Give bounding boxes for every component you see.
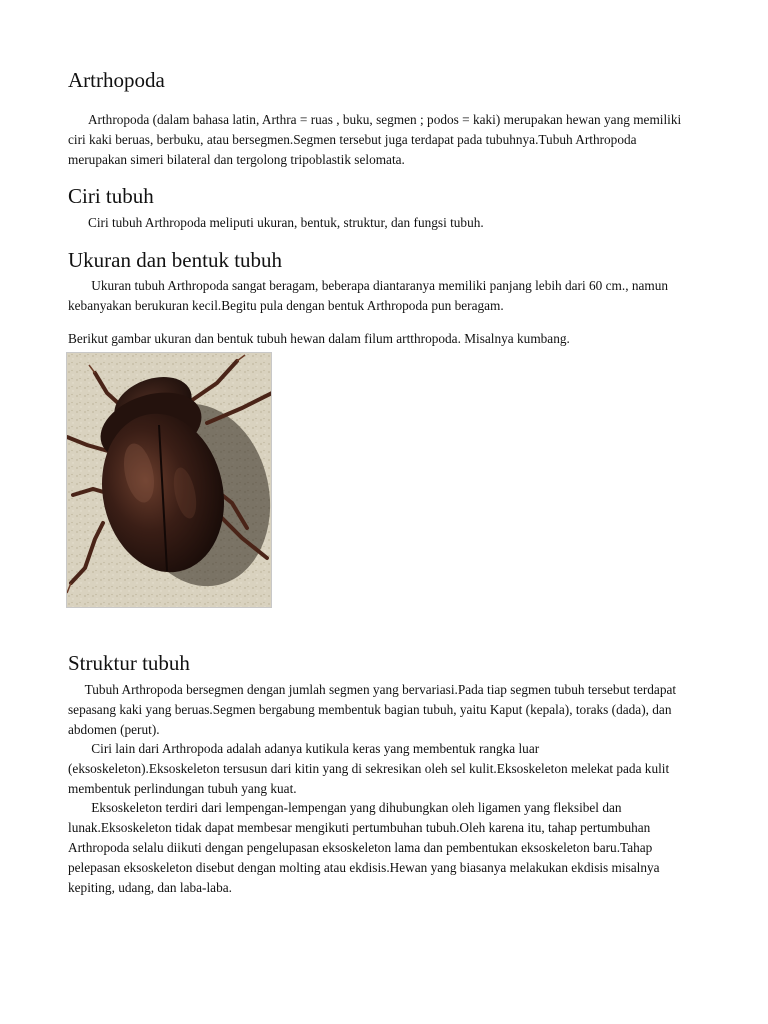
struktur-paragraph-1: Tubuh Arthropoda bersegmen dengan jumlah segmen yang bervariasi.Pada tiap segmen tubuh tersebut terdapat sepasang kaki yang beruas.Segmen bergabung membentuk bagian tubuh, yaitu Kaput (kepala), toraks (dada), dan abdomen (perut). bbox=[68, 682, 680, 737]
struktur-paragraph-3: Eksoskeleton terdiri dari lempengan-lempengan yang dihubungkan oleh ligamen yang fleksibel dan lunak.Eksoskeleton tidak dapat membesar mengikuti pertumbuhan tubuh.Oleh karena itu, tahap pertumbuhan Arthropoda selalu diikuti dengan pengelupasan eksoskeleton lama dan pembentukan eksoskeleton baru.Tahap pelepasan eksoskeleton disebut dengan molting atau ekdisis.Hewan yang biasanya melakukan ekdisis misalnya kepiting, udang, dan laba-laba. bbox=[68, 800, 663, 895]
intro-paragraph: Arthropoda (dalam bahasa latin, Arthra = ruas , buku, segmen ; podos = kaki) merupakan hewan yang memiliki ciri kaki beruas, berbuku, atau bersegmen.Segmen tersebut juga terdapat pada tubuhnya.Tubuh Arthropoda merupakan simeri bilateral dan tergolong tripoblastik selomata. bbox=[68, 112, 685, 167]
figure-intro-paragraph: Berikut gambar ukuran dan bentuk tubuh hewan dalam filum artthropoda. Misalnya kumbang. bbox=[68, 331, 570, 346]
heading-struktur-tubuh: Struktur tubuh bbox=[68, 651, 190, 675]
beetle-photo bbox=[66, 352, 272, 608]
heading-ciri-tubuh: Ciri tubuh bbox=[68, 184, 154, 208]
heading-ukuran-bentuk: Ukuran dan bentuk tubuh bbox=[68, 248, 283, 272]
struktur-paragraph-2: Ciri lain dari Arthropoda adalah adanya kutikula keras yang membentuk rangka luar (eksoskeleton).Eksoskeleton tersusun dari kitin yang di sekresikan oleh sel kulit.Eksoskeleton melekat pada kulit membentuk perlindungan tubuh yang kuat. bbox=[68, 741, 673, 796]
page-title: Artrhopoda bbox=[68, 68, 165, 92]
ukuran-paragraph: Ukuran tubuh Arthropoda sangat beragam, beberapa diantaranya memiliki panjang lebih dari 60 cm., namun kebanyakan berukuran kecil.Begitu pula dengan bentuk Arthropoda pun beragam. bbox=[68, 278, 672, 313]
ciri-tubuh-paragraph: Ciri tubuh Arthropoda meliputi ukuran, bentuk, struktur, dan fungsi tubuh. bbox=[68, 215, 484, 230]
